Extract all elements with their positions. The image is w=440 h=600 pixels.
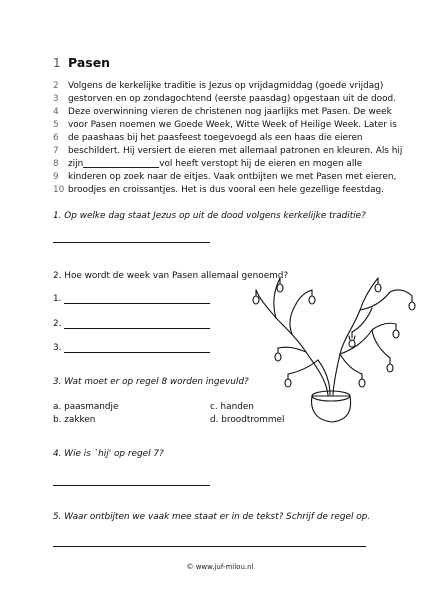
line-text: gestorven en op zondagochtend (eerste paasdag) opgestaan uit de dood.: [68, 94, 396, 104]
answer-line[interactable]: [64, 328, 210, 329]
text-line: [53, 94, 396, 105]
answer-line[interactable]: [64, 352, 210, 353]
line-number: 7: [53, 146, 59, 156]
text-line: [53, 81, 383, 92]
answer-line[interactable]: [53, 242, 210, 243]
page-title: Pasen: [68, 55, 111, 70]
question-2: 2. Hoe wordt de week van Pasen allemaal genoemd?: [53, 271, 289, 281]
line-text: beschildert. Hij versiert de eieren met allemaal patronen en kleuren. Als hij: [68, 146, 403, 156]
line-text: voor Pasen noemen we Goede Week, Witte Week of Heilige Week. Later is: [68, 120, 397, 130]
option-b[interactable]: b. zakken: [53, 415, 96, 425]
line-text: kinderen op zoek naar de eitjes. Vaak ontbijten we met Pasen met eieren,: [68, 172, 397, 182]
line-number: 2: [53, 81, 59, 91]
line-number: 6: [53, 133, 59, 143]
text-line: [53, 107, 392, 118]
line-number: 5: [53, 120, 59, 130]
line-number: 9: [53, 172, 59, 182]
question-4: 4. Wie is `hij' op regel 7?: [53, 449, 164, 459]
text-line: [53, 146, 402, 157]
text-line: [53, 133, 363, 144]
line-text: Deze overwinning vieren de christenen nog jaarlijks met Pasen. De week: [68, 107, 392, 117]
line-number: 8: [53, 159, 59, 169]
text-line: [53, 120, 397, 131]
question-3: 3. Wat moet er op regel 8 worden ingevuld?: [53, 377, 249, 387]
answer-number: 3.: [53, 343, 62, 353]
option-c[interactable]: c. handen: [210, 402, 254, 412]
text-line: [53, 172, 396, 183]
option-d[interactable]: d. broodtrommel: [210, 415, 285, 425]
fill-in-blank[interactable]: [83, 159, 159, 168]
line-text: broodjes en croissantjes. Het is dus vooral een hele gezellige feestdag.: [68, 185, 385, 195]
line-number: 4: [53, 107, 59, 117]
line-number: 10: [53, 185, 65, 195]
answer-line[interactable]: [64, 303, 210, 304]
option-a[interactable]: a. paasmandje: [53, 402, 119, 412]
answer-line[interactable]: [53, 485, 210, 486]
answer-line[interactable]: [53, 546, 366, 547]
line-text: Volgens de kerkelijke traditie is Jezus op vrijdagmiddag (goede vrijdag): [68, 81, 384, 91]
answer-number: 1.: [53, 294, 62, 304]
question-5: 5. Waar ontbijten we vaak mee staat er in de tekst? Schrijf de regel op.: [53, 512, 371, 522]
line-number: 3: [53, 94, 59, 104]
line-number: 1: [53, 56, 61, 70]
line-text-after-blank: vol heeft verstopt hij de eieren en mogen alle: [159, 159, 363, 169]
text-line: [53, 185, 384, 196]
footer-copyright: © www.juf-milou.nl: [186, 563, 254, 571]
line-text-before-blank: zijn: [68, 159, 84, 169]
answer-number: 2.: [53, 319, 62, 329]
question-1: 1. Op welke dag staat Jezus op uit de dood volgens kerkelijke traditie?: [53, 211, 366, 221]
easter-tree-icon: [248, 268, 420, 433]
title-row: [53, 55, 110, 70]
line-text: de paashaas bij het paasfeest toegevoegd als een haas die eieren: [68, 133, 363, 143]
text-line: [53, 159, 362, 170]
